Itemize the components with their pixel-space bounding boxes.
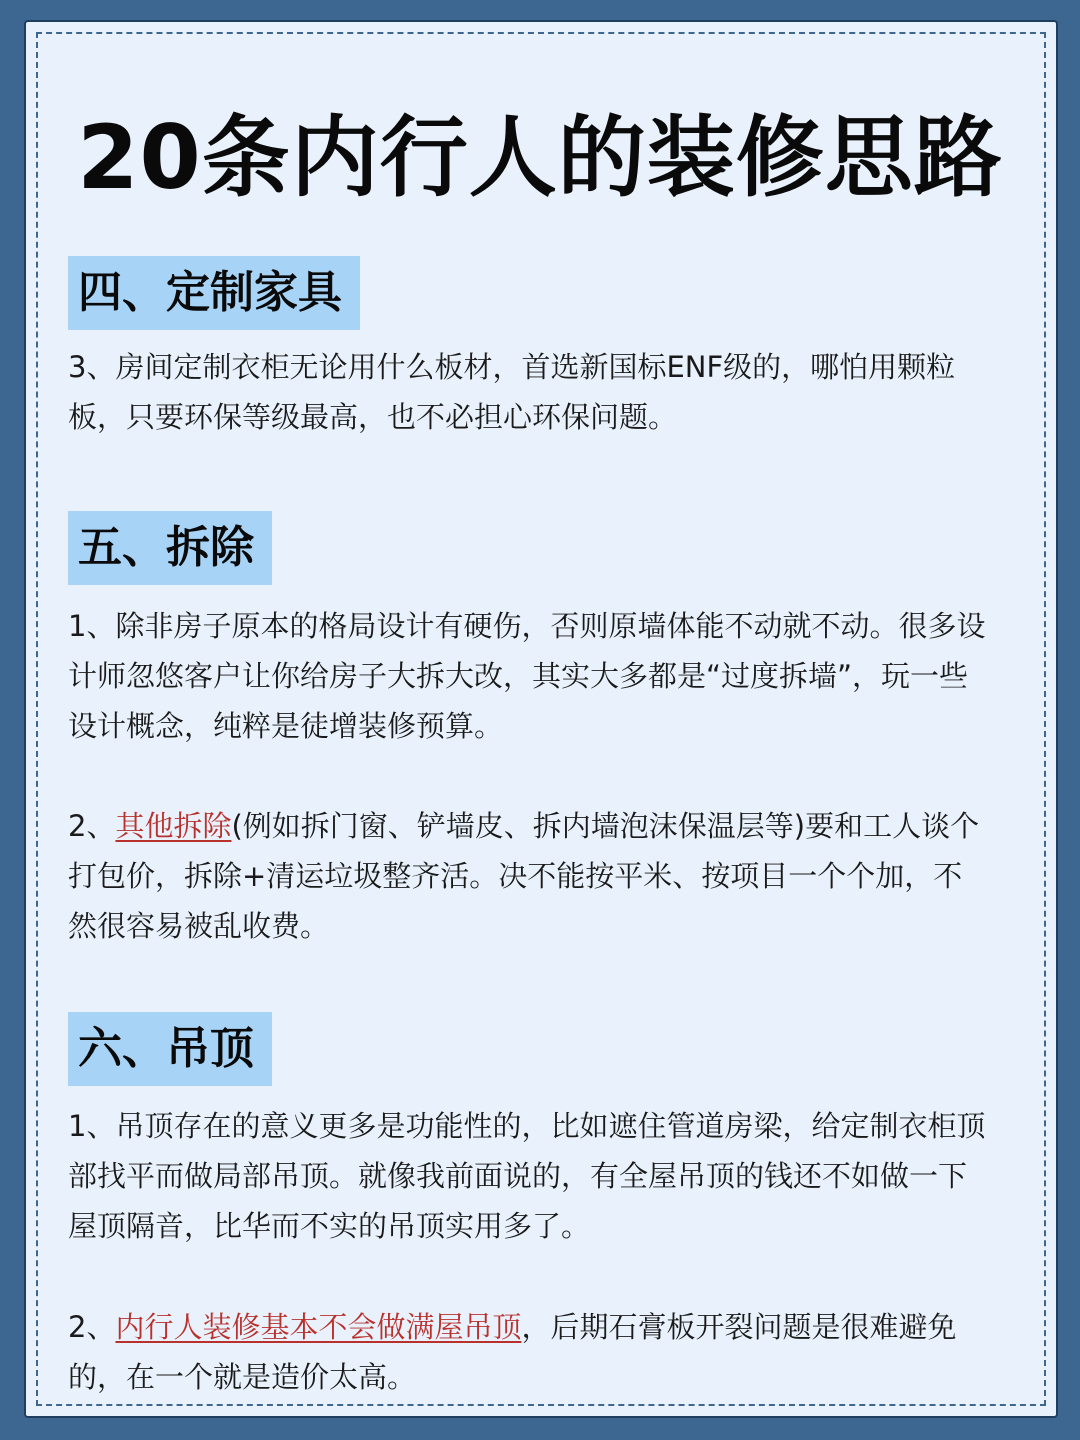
highlight-text: 其他拆除	[115, 809, 232, 843]
paragraph-text: (例如拆门窗、铲墙皮、拆内墙泡沫保温层等)要和工人谈个打包价，拆除+清运垃圾整齐活。决不能按平米、按项目一个个加，不然很容易被乱收费。	[68, 809, 980, 943]
section-heading-ceiling: 六、吊顶	[68, 1012, 272, 1086]
paragraph-text: ，后期石膏板开裂问题是很难避免的，在一个就是造价太高。	[68, 1310, 957, 1394]
paragraph-text: 1、除非房子原本的格局设计有硬伤，否则原墙体能不动就不动。很多设计师忽悠客户让你给房子大拆大改，其实大多都是“过度拆墙”，玩一些设计概念，纯粹是徒增装修预算。	[68, 609, 986, 743]
paragraph-prefix: 2、	[68, 809, 116, 843]
paragraph-demolition-1	[68, 601, 988, 751]
paragraph-demolition-2	[68, 801, 988, 951]
paragraph-custom-furniture-3	[68, 342, 988, 442]
paragraph-prefix: 2、	[68, 1310, 116, 1344]
highlight-text: 内行人装修基本不会做满屋吊顶	[115, 1310, 522, 1344]
paragraph-ceiling-2	[68, 1302, 988, 1402]
paragraph-text: 1、吊顶存在的意义更多是功能性的，比如遮住管道房梁，给定制衣柜顶部找平而做局部吊顶。就像我前面说的，有全屋吊顶的钱还不如做一下屋顶隔音，比华而不实的吊顶实用多了。	[68, 1109, 986, 1243]
section-heading-custom-furniture: 四、定制家具	[68, 256, 360, 330]
paragraph-ceiling-1	[68, 1101, 988, 1251]
section-heading-demolition: 五、拆除	[68, 511, 272, 585]
paragraph-text: 3、房间定制衣柜无论用什么板材，首选新国标ENF级的，哪怕用颗粒板，只要环保等级最高，也不必担心环保问题。	[68, 350, 956, 434]
page-title: 20条内行人的装修思路	[77, 106, 1003, 209]
